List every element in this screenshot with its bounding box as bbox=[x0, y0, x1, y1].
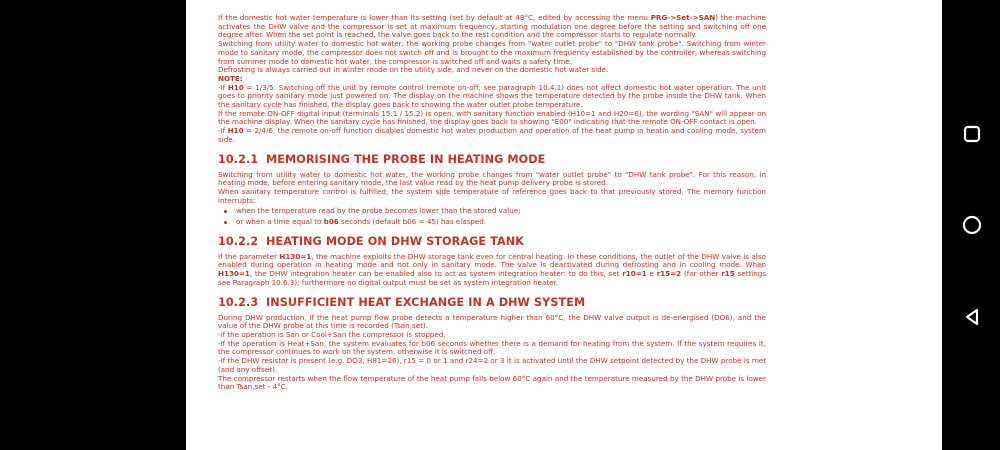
section-number: 10.2.1 bbox=[218, 152, 259, 166]
recent-apps-icon bbox=[962, 124, 982, 144]
back-icon bbox=[962, 307, 982, 327]
note-item-2: If the remote ON-OFF digital input (terminals 15.1 / 15.2) is open, with sanitary function enabled (H10=1 and H20=6), the wording "SAN" will appear on the machine display. When the sanitary cycle has finished, the display goes back to showing "E00" indicating that the remote ON-OFF contact is open. bbox=[218, 108, 766, 127]
section-heading-10-2-2 bbox=[218, 235, 766, 248]
section-3-paragraph-4: -If the DHW resistor is present (e.g. DO3, H81=26), r15 = 0 or 1 and r24=2 or 3 it is activated until the DHW setpoint detected by the DHW probe is met (and any offset). bbox=[218, 356, 766, 374]
section-title: MEMORISING THE PROBE IN HEATING MODE bbox=[266, 152, 546, 166]
section-1-paragraph-2: When sanitary temperature control is fulfilled, the system side temperature of reference goes back to that previously stored. The memory function interrupts: bbox=[218, 186, 766, 205]
home-icon bbox=[961, 214, 983, 236]
intro-paragraph-3: Defrosting is always carried out in winter mode on the utility side, and never on the domestic hot water side. bbox=[218, 65, 609, 75]
document-page[interactable] bbox=[186, 0, 942, 450]
home-button[interactable] bbox=[960, 213, 984, 237]
memory-interrupt-list bbox=[218, 207, 766, 226]
menu-path: PRG->Set->SAN bbox=[650, 13, 716, 22]
section-number: 10.2.3 bbox=[218, 295, 259, 309]
note-item-1: -If H10 = 1/3/5. Switching off the unit by remote control (remote on-off, see paragraph 10.4.1) does not affect domestic hot water operation. The unit goes to priority sanitary mode just powered on. The display on the machine shows the temperature detected by the probe inside the DHW tank. When the sanitary cycle has finished, the display goes back to showing the water outlet probe temperature. bbox=[218, 82, 766, 110]
section-heading-10-2-3 bbox=[218, 296, 766, 309]
recent-apps-button[interactable] bbox=[960, 122, 984, 146]
list-item: or when a time equal to b06 seconds (default b06 = 45) has elasped. bbox=[218, 218, 766, 227]
note-label: NOTE: bbox=[218, 73, 243, 83]
intro-paragraph-1: If the domestic hot water temperature is lower than its setting (set by default at 48°C, edited by accessing the menu PRG->Set->SAN) the machine activates the DHW valve and the compressor is set at maximum frequency, starting modulation one degree before the setting and switching off one degree after. When the set point is reached, the valve goes back to the rest condition and the compressor starts to regulate normally. bbox=[218, 13, 767, 40]
list-item: when the temperature read by the probe becomes lower than the stored value; bbox=[218, 207, 766, 216]
section-heading-10-2-1 bbox=[218, 153, 766, 166]
note-item-3: -If H10 = 2/4/6, the remote on-off function disables domestic hot water production and operation of the heat pump in heatin and cooling mode, system side. bbox=[218, 126, 766, 144]
section-2-paragraph: If the parameter H130=1, the machine exploits the DHW storage tank even for central heating. In these conditions, the outlet of the DHW valve is also enabled during operation in heating mode and not only in sanitary mode. The valve is deactivated during defrosting and in cooling mode. When H130=1, the DHW integration heater can be enabled also to act as system integration heater: to do this, set r10=1 e r15=2 (for other r15 settings see Paragraph 10.6.3); furthermore no digital output must be set as system integration heater. bbox=[218, 251, 767, 287]
section-title: HEATING MODE ON DHW STORAGE TANK bbox=[266, 234, 524, 248]
section-3-paragraph-5: The compressor restarts when the flow temperature of the heat pump falls below 60°C again and the temperature measured by the DHW probe is lower than Tsan,set - 4°C. bbox=[218, 373, 766, 392]
manual-content bbox=[218, 14, 766, 392]
back-button[interactable] bbox=[960, 305, 984, 329]
section-1-paragraph-1: Switching from utility water to domestic hot water, the working probe changes from "water outlet probe" to "DHW tank probe". For this reason, in heating mode, before entering sanitary mode, the last value read by the heat pump delivery probe is stored. bbox=[218, 169, 766, 188]
section-number: 10.2.2 bbox=[218, 234, 259, 248]
section-3-paragraph-1: During DHW production, if the heat pump flow probe detects a temperature higher than 60°C, the DHW valve output is de-energised (DO6), and the value of the DHW probe at this time is recorded (Tsan,set). bbox=[218, 312, 766, 331]
section-3-paragraph-2: -if the operation is San or Cool+San the compressor is stopped. bbox=[218, 329, 446, 339]
intro-paragraph-2: Switching from utility water to domestic hot water, the working probe changes from "water outlet probe" to "DHW tank probe". Switching from winter mode to sanitary mode, the compressor does not switch off and is brought to the maximum frequency established by the controller, whereas switching from summer mode to domestic hot water, the compressor is switched off and waits a safety time. bbox=[218, 39, 766, 66]
section-title: INSUFFICIENT HEAT EXCHANGE IN A DHW SYSTEM bbox=[266, 295, 586, 309]
section-3-paragraph-3: -If the operation is Heat+San, the system evaluates for b06 seconds whether there is a demand for heating from the system. If the system requires it, the compressor continues to work on the system, otherwise it is switched off. bbox=[218, 338, 766, 357]
